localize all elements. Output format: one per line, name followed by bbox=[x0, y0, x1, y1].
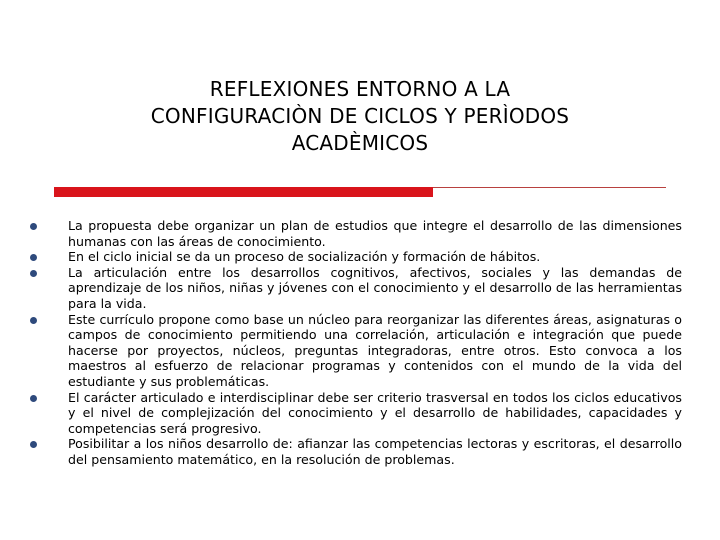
bullet-item bbox=[28, 265, 682, 312]
title-divider-thin-line bbox=[433, 187, 666, 188]
slide-title-line-3: ACADÈMICOS bbox=[291, 131, 429, 155]
slide-title-line-1: REFLEXIONES ENTORNO A LA bbox=[209, 77, 511, 101]
bullet-text: En el ciclo inicial se da un proceso de socialización y formación de hábitos. bbox=[68, 249, 541, 265]
bullet-text: La propuesta debe organizar un plan de estudios que integre el desarrollo de las dimensiones humanas con las áreas de conocimiento. bbox=[68, 218, 682, 249]
bullet-text: Posibilitar a los niños desarrollo de: afianzar las competencias lectoras y escritoras, el desarrollo del pensamiento matemático, en la resolución de problemas. bbox=[68, 436, 682, 467]
bullet-text: El carácter articulado e interdisciplinar debe ser criterio trasversal en todos los ciclos educativos y el nivel de complejización del conocimiento y el desarrollo de habilidades, capacidades y competencias será progresivo. bbox=[68, 389, 682, 436]
slide-title-line-2: CONFIGURACIÒN DE CICLOS Y PERÌODOS bbox=[150, 104, 570, 128]
bullet-text: Este currículo propone como base un núcleo para reorganizar las diferentes áreas, asignaturas o campos de conocimiento permitiendo una correlación, articulación e integración que puede hacerse por proyectos, núcleos, preguntas integradoras, entre otros. Esto convoca a los maestros al esfuerzo de relacionar programas y contenidos con el mundo de la vida del estudiante y sus problemáticas. bbox=[68, 311, 682, 389]
bullet-item bbox=[28, 436, 682, 467]
bullet-item bbox=[28, 390, 682, 437]
round-bullet-icon bbox=[30, 254, 37, 261]
round-bullet-icon bbox=[30, 270, 37, 277]
title-divider bbox=[54, 187, 666, 198]
bullet-item bbox=[28, 218, 682, 249]
round-bullet-icon bbox=[30, 395, 37, 402]
bullet-list bbox=[28, 218, 682, 468]
slide-title bbox=[40, 76, 680, 157]
bullet-item bbox=[28, 249, 682, 265]
round-bullet-icon bbox=[30, 223, 37, 230]
bullet-text: La articulación entre los desarrollos cognitivos, afectivos, sociales y las demandas de aprendizaje de los niños, niñas y jóvenes con el conocimiento y el desarrollo de las herramientas para la vida. bbox=[68, 264, 682, 311]
bullet-item bbox=[28, 312, 682, 390]
title-divider-thick-bar bbox=[54, 187, 433, 197]
round-bullet-icon bbox=[30, 317, 37, 324]
round-bullet-icon bbox=[30, 441, 37, 448]
